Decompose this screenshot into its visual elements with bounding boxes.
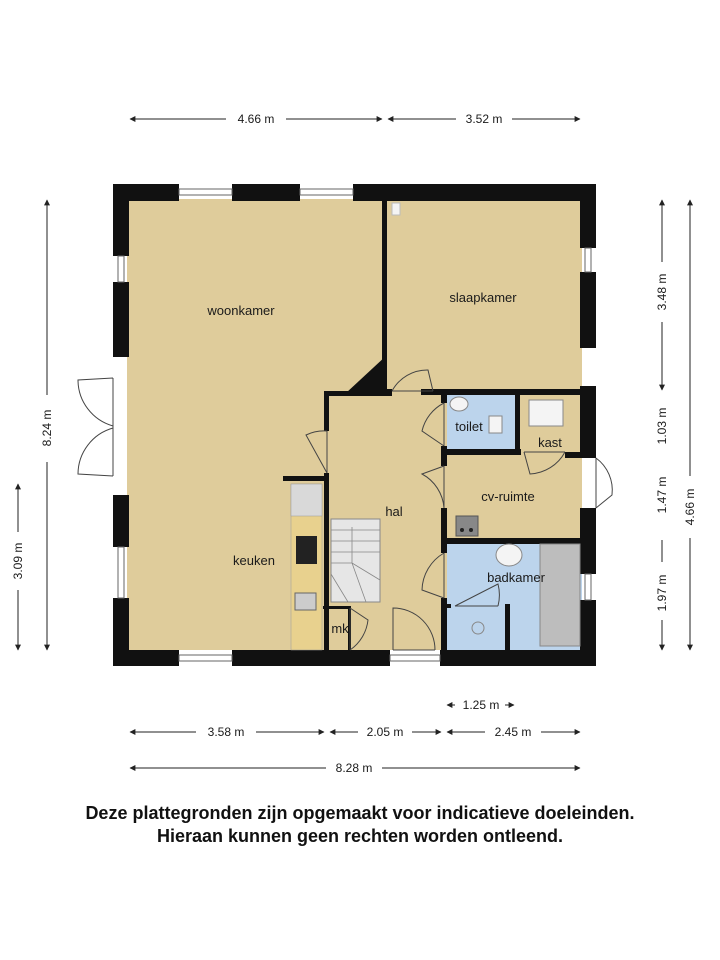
label-mk: mk: [331, 621, 349, 636]
label-hal: hal: [385, 504, 403, 519]
label-kast: kast: [538, 435, 562, 450]
floor-douche: [447, 607, 509, 650]
staircase: [331, 519, 380, 602]
dim-bottom-3: 2.45 m: [494, 725, 532, 739]
label-cv-ruimte: cv-ruimte: [481, 489, 535, 504]
toilet-sink: [489, 416, 502, 433]
dim-bottom-small: 1.25 m: [462, 698, 500, 712]
sink: [295, 593, 316, 610]
kast-appliance: [529, 400, 563, 426]
dim-left-full: 8.24 m: [40, 409, 54, 447]
dim-bottom-2: 2.05 m: [366, 725, 404, 739]
cv-boiler: [456, 516, 478, 536]
dim-right-full: 4.66 m: [683, 488, 697, 526]
label-toilet: toilet: [455, 419, 483, 434]
door-garden: [78, 378, 113, 476]
dim-bottom-1: 3.58 m: [207, 725, 245, 739]
toilet-bowl-1: [450, 397, 468, 411]
dim-right-inner-2: 1.47 m: [655, 476, 669, 514]
label-keuken: keuken: [233, 553, 275, 568]
dim-right-upper: 3.48 m: [655, 273, 669, 311]
label-slaapkamer: slaapkamer: [449, 290, 517, 305]
bathroom-sink: [496, 544, 522, 566]
label-badkamer: badkamer: [487, 570, 545, 585]
dim-top-left: 4.66 m: [237, 112, 275, 126]
disclaimer-line-2: Hieraan kunnen geen rechten worden ontleend.: [156, 826, 564, 846]
label-woonkamer: woonkamer: [207, 303, 275, 318]
dim-bottom-total: 8.28 m: [335, 761, 373, 775]
bathtub: [540, 544, 580, 646]
door-cv-exterior: [596, 458, 612, 508]
cooktop: [296, 536, 317, 564]
dim-right-inner-3: 1.97 m: [655, 574, 669, 612]
dim-right-inner-1: 1.03 m: [655, 407, 669, 445]
disclaimer-line-1: Deze plattegronden zijn opgemaakt voor indicatieve doeleinden.: [85, 803, 635, 823]
dim-top-right: 3.52 m: [465, 112, 503, 126]
kitchen-upper: [291, 484, 322, 516]
dim-left-lower: 3.09 m: [11, 542, 25, 580]
